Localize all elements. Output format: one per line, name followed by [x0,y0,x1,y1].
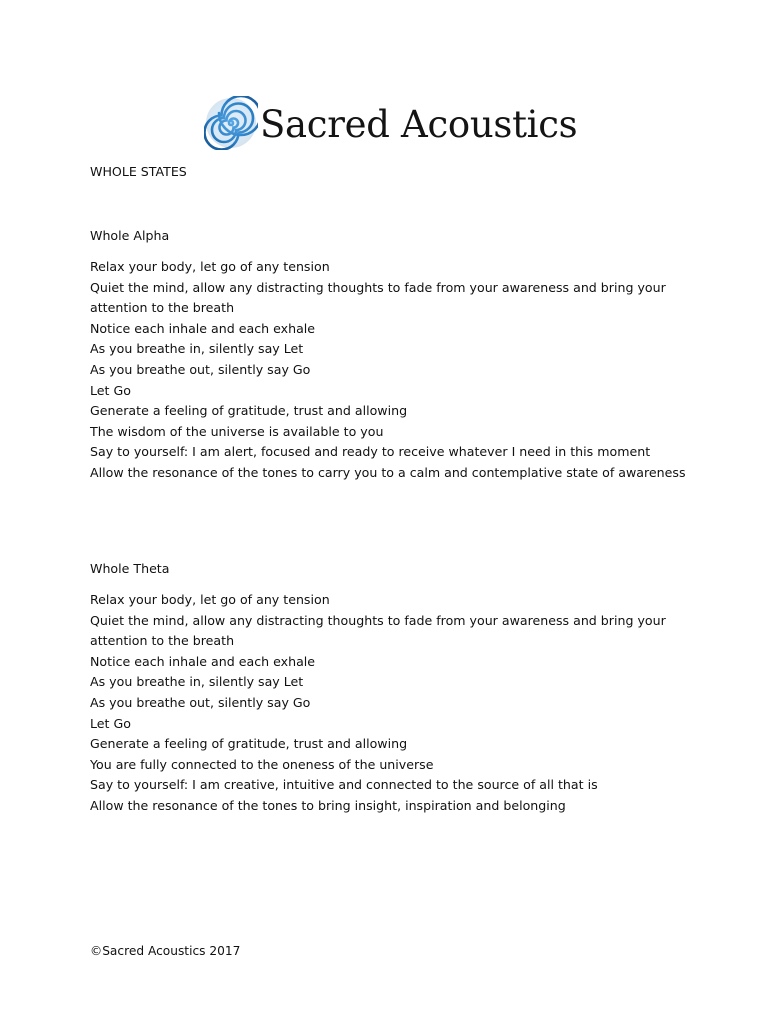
body-line: Relax your body, let go of any tension [90,592,330,607]
section-body-theta [90,590,690,817]
brand-logo [204,92,577,154]
brand-name: Sacred Acoustics [260,102,578,146]
document-title: WHOLE STATES [90,164,187,179]
body-line: Let Go [90,382,131,398]
body-line: You are fully connected to the oneness of the universe [90,756,434,772]
body-line: attention to the breath [90,300,235,316]
section-body-alpha [90,257,690,484]
body-line: Generate a feeling of gratitude, trust and allowing [90,403,408,419]
body-line: Notice each inhale and each exhale [90,653,316,669]
body-line: attention to the breath [90,633,235,649]
section-heading-alpha: Whole Alpha [90,228,170,243]
body-line: Generate a feeling of gratitude, trust and allowing [90,736,408,752]
copyright-footer: ©Sacred Acoustics 2017 [90,944,241,958]
body-line: Notice each inhale and each exhale [90,320,316,336]
body-line: Quiet the mind, allow any distracting thoughts to fade from your awareness and bring your [90,279,666,295]
body-line: Say to yourself: I am alert, focused and ready to receive whatever I need in this moment [90,444,651,460]
body-line: Relax your body, let go of any tension [90,259,330,274]
body-line: As you breathe out, silently say Go [90,361,311,377]
section-heading-theta: Whole Theta [90,561,170,576]
body-line: Allow the resonance of the tones to bring insight, inspiration and belonging [90,797,566,813]
body-line: Quiet the mind, allow any distracting thoughts to fade from your awareness and bring your [90,612,666,628]
spiral-logo-icon [204,96,258,150]
body-line: As you breathe out, silently say Go [90,694,311,710]
body-line: Allow the resonance of the tones to carry you to a calm and contemplative state of awareness [90,464,686,480]
body-line: Let Go [90,715,131,731]
body-line: The wisdom of the universe is available to you [90,423,384,439]
body-line: Say to yourself: I am creative, intuitive and connected to the source of all that is [90,777,598,793]
body-line: As you breathe in, silently say Let [90,674,304,690]
body-line: As you breathe in, silently say Let [90,341,304,357]
